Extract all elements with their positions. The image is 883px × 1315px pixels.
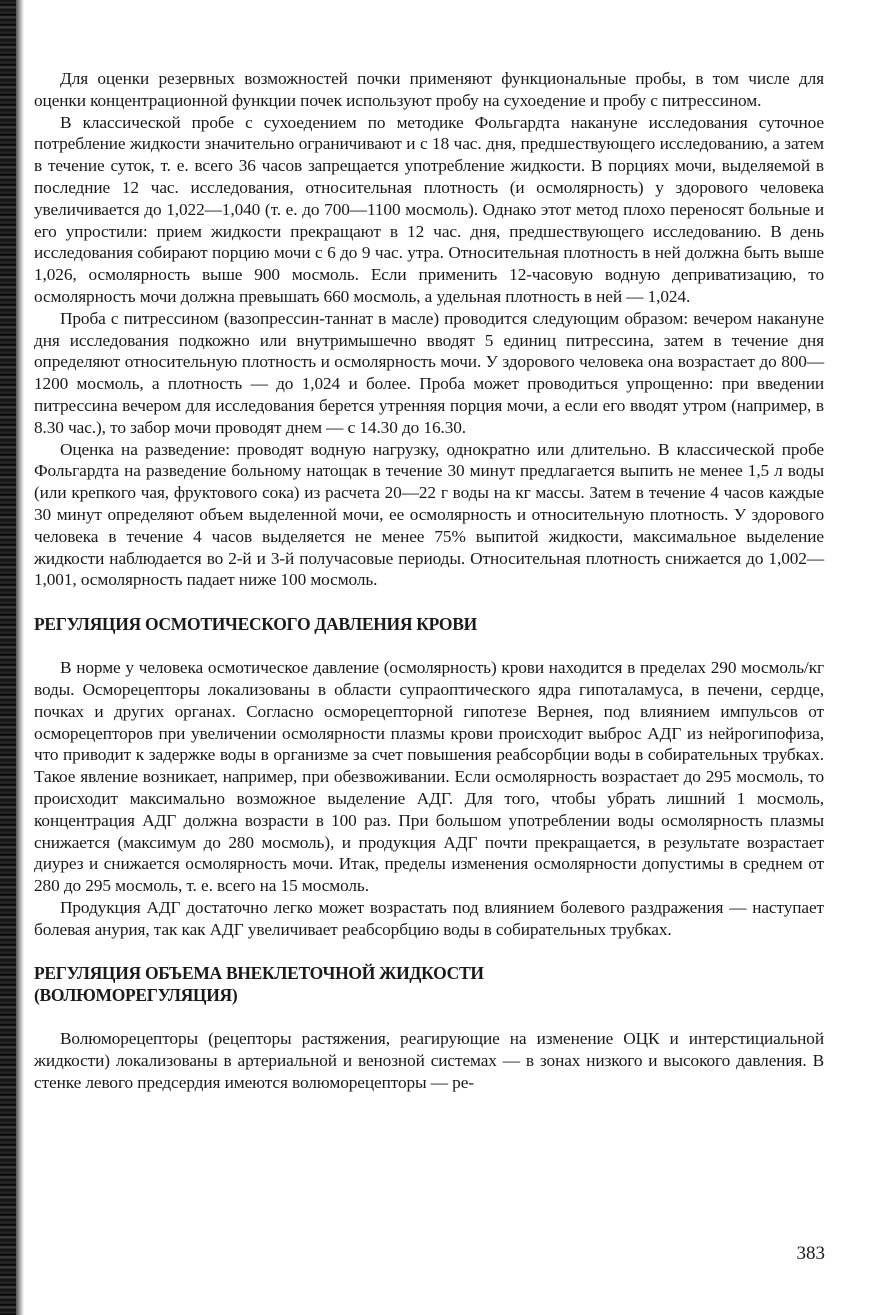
paragraph: Для оценки резервных возможностей почки применяют функциональные пробы, в том числе для оценки концентрационной функции почек используют пробу на сухоедение и пробу с питрессином.	[34, 69, 824, 110]
document-page	[34, 68, 824, 1094]
section-heading-line2: (ВОЛЮМОРЕГУЛЯЦИЯ)	[34, 985, 238, 1006]
section-heading-osmotic: РЕГУЛЯЦИЯ ОСМОТИЧЕСКОГО ДАВЛЕНИЯ КРОВИ	[34, 614, 477, 635]
section-body-volume	[34, 1028, 824, 1093]
paragraph: Продукция АДГ достаточно легко может возрастать под влиянием болевого раздражения — наступает болевая анурия, так как АДГ увеличивает реабсорбцию воды в собирательных трубках.	[34, 897, 824, 939]
paragraph: Волюморецепторы (рецепторы растяжения, реагирующие на изменение ОЦК и интерстициальной жидкости) локализованы в артериальной и венозной системах — в зонах низкого и высокого давления. В стенке левого предсердия имеются волюморецепторы — ре-	[34, 1029, 824, 1093]
paragraph: Проба с питрессином (вазопрессин-таннат в масле) проводится следующим образом: вечером накануне дня исследования подкожно или внутримышечно вводят 5 единиц питрессина, затем в течение дня определяют относительную плотность и осмолярность мочи. У здорового человека она возрастает до 800—1200 мосмоль, а плотность — до 1,024 и более. Проба может проводиться упрощенно: при введении питрессина вечером для исследования берется утренняя порция мочи, а если его вводят утром (например, в 8.30 час.), то забор мочи проводят днем — с 14.30 до 16.30.	[34, 308, 824, 437]
section-heading-line1: РЕГУЛЯЦИЯ ОБЪЕМА ВНЕКЛЕТОЧНОЙ ЖИДКОСТИ	[34, 963, 484, 984]
paragraph: В норме у человека осмотическое давление (осмолярность) крови находится в пределах 290 мосмоль/кг воды. Осморецепторы локализованы в области супраоптического ядра гипоталамуса, в печени, сердце, почках и других органах. Согласно осморецепторной гипотезе Вернея, под влиянием импульсов от осморецепторов при увеличении осмолярности плазмы крови происходит выброс АДГ из нейрогипофиза, что приводит к задержке воды в организме за счет повышения реабсорбции воды в собирательных трубках. Такое явление возникает, например, при обезвоживании. Если осмолярность возрастает до 295 мосмоль, то происходит максимально возможное выделение АДГ. Для того, чтобы убрать лишний 1 мосмоль, концентрация АДГ должна возрасти в 100 раз. При большом употреблении воды осмолярность плазмы снижается (максимум до 280 мосмоль), и продукция АДГ почти прекращается, в результате возрастает диурез и снижается осмолярность мочи. Итак, пределы изменения осмолярности допустимы в среднем от 280 до 295 мосмоль, т. е. всего на 15 мосмоль.	[34, 658, 824, 896]
section-body-osmotic	[34, 657, 824, 940]
scan-shadow	[16, 0, 24, 1315]
paragraph: В классической пробе с сухоедением по методике Фольгардта накануне исследования суточное потребление жидкости значительно ограничивают и с 18 час. дня, предшествующего исследованию, а затем в течение суток, т. е. всего 36 часов запрещается употребление жидкости. В порциях мочи, выделяемой в последние 12 час. исследования, относительная плотность (и осмолярность) у здорового человека увеличивается до 1,022—1,040 (т. е. до 700—1100 мосмоль). Однако этот метод плохо переносят больные и его упростили: прием жидкости прекращают в 12 час. дня, предшествующего исследованию. В день исследования собирают порцию мочи с 6 до 9 час. утра. Относительная плотность в ней должна быть выше 1,026, осмолярность выше 900 мосмоль. Если применить 12-часовую водную деприватизацию, то осмолярность мочи должна превышать 660 мосмоль, а удельная плотность в ней — 1,024.	[34, 112, 824, 306]
scan-binding-edge	[0, 0, 16, 1315]
paragraph: Оценка на разведение: проводят водную нагрузку, однократно или длительно. В классической пробе Фольгардта на разведение больному натощак в течение 30 минут предлагается выпить не менее 1,5 л воды (или крепкого чая, фруктового сока) из расчета 20—22 г воды на кг массы. Затем в течение 4 часов каждые 30 минут определяют объем выделенной мочи, ее осмолярность и относительную плотность. У здорового человека в течение 4 часов выделяется не менее 75% выпитой жидкости, максимальное выделение жидкости наблюдается во 2-й и 3-й получасовые периоды. Относительная плотность снижается до 1,002—1,001, осмолярность падает ниже 100 мосмоль.	[34, 439, 824, 590]
page-number: 383	[796, 1243, 825, 1264]
section-heading-volume	[34, 962, 824, 1006]
